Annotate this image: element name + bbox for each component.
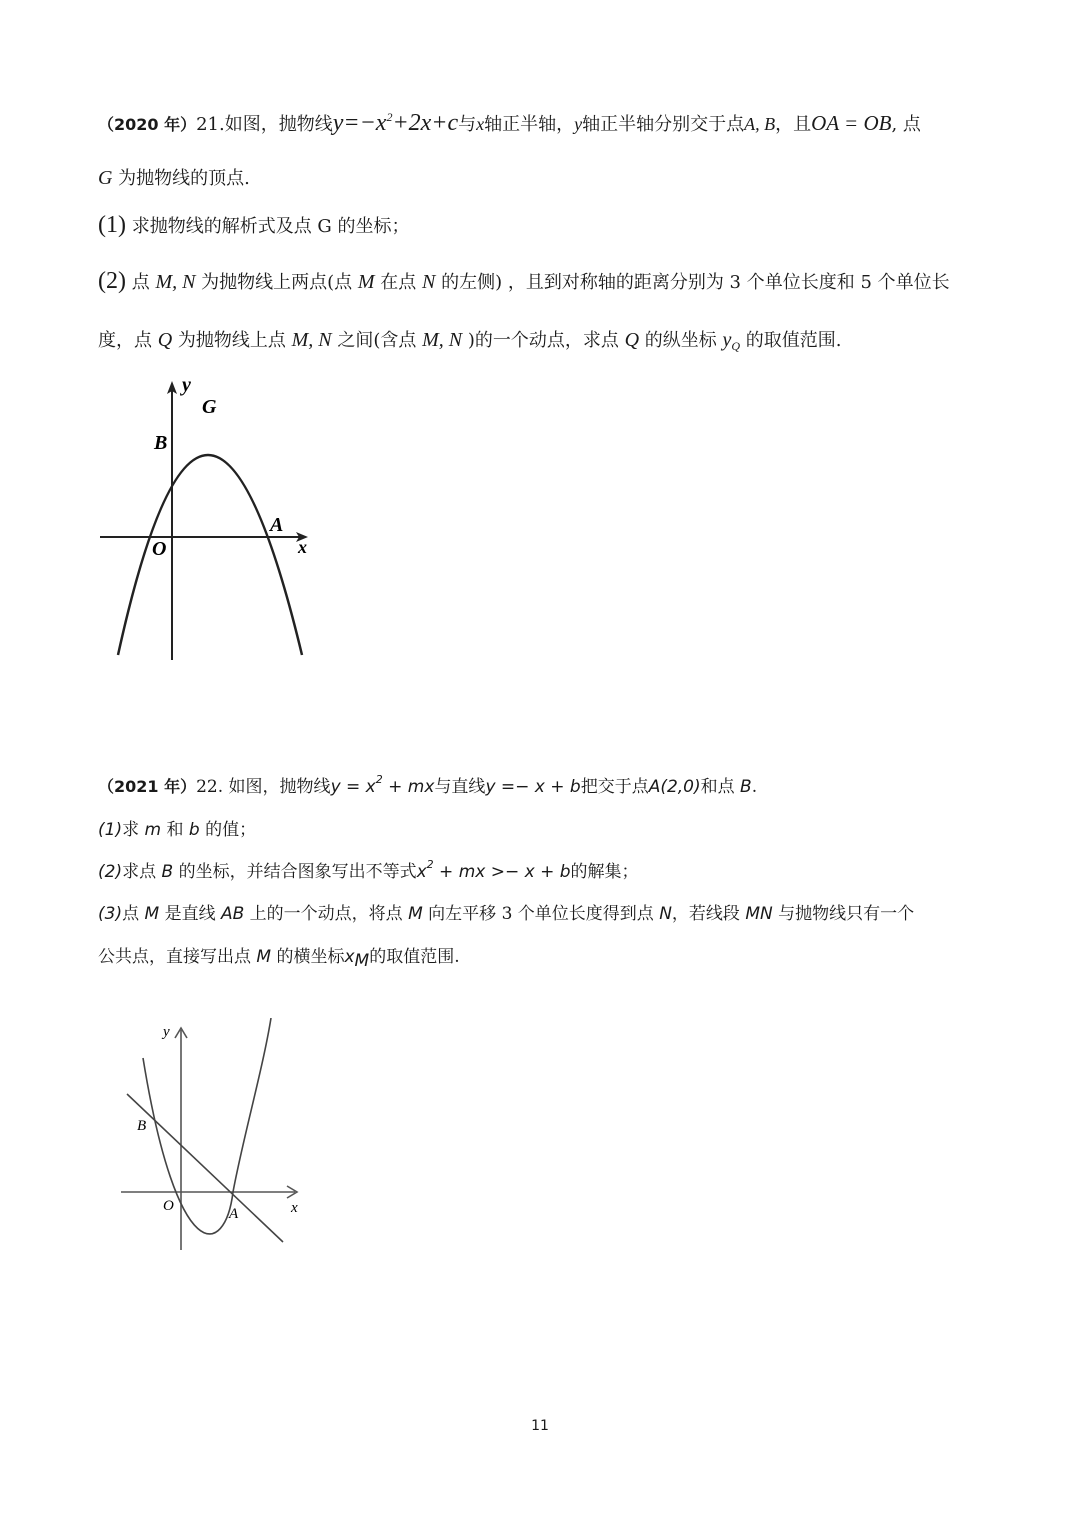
text: ，且 (775, 114, 812, 135)
label-x: x (298, 537, 307, 557)
text: 的坐标，并结合图象写出不等式 (173, 862, 417, 882)
points-mn: M, N (155, 271, 196, 293)
eq-sup: 2 (426, 858, 434, 871)
text: 的横坐标 (271, 947, 345, 967)
text: 为抛物线上两点(点 (195, 272, 358, 293)
sub-m: M (354, 951, 370, 971)
label-y: y (163, 1024, 170, 1040)
text: 22. 如图，抛物线 (196, 777, 331, 797)
label-b: B (154, 432, 168, 454)
eq-sup: 2 (386, 110, 393, 124)
text: . (751, 777, 758, 797)
point-m: M (144, 904, 160, 924)
problem-2021-part-2 (98, 857, 639, 882)
text: 在点 (374, 272, 423, 293)
inequality (416, 858, 571, 882)
text: 是直线 (159, 904, 221, 924)
text: 的解集； (570, 862, 639, 882)
text: 把交于点 (580, 777, 649, 797)
parabola-equation (330, 773, 435, 797)
segment-mn: MN (745, 904, 773, 924)
text: 与抛物线只有一个 (772, 904, 915, 924)
point-m: M (408, 904, 423, 924)
text: 公共点，直接写出点 (98, 947, 257, 967)
point-m: M (357, 271, 375, 293)
text: 上的一个动点，将点 (244, 904, 409, 924)
text: 向左平移 3 个单位长度得到点 (422, 904, 660, 924)
point-q: Q (157, 329, 173, 351)
part-number: (3) (98, 904, 123, 924)
point-n: N (659, 904, 672, 924)
text: , 点 (891, 114, 921, 135)
text: 轴正半轴分别交于点 (582, 114, 745, 135)
part-number: (1) (98, 212, 126, 238)
problem-2020-line-2 (98, 164, 250, 190)
var-b: b (188, 820, 200, 840)
parabola-curve (118, 455, 302, 655)
text: 和 (161, 820, 189, 840)
line-ab: AB (220, 904, 245, 924)
var-x: x (344, 947, 355, 967)
point-n: N (422, 271, 436, 293)
text: 的取值范围. (740, 330, 842, 351)
oa-ob-equation: OA = OB (811, 111, 892, 135)
problem-2020-line-1 (98, 110, 921, 137)
var-x: x (476, 114, 485, 134)
problem-2021-line-1 (98, 772, 757, 797)
parabola-line-figure-2021 (115, 1018, 315, 1258)
eq-b: + mx >− x + b (433, 862, 571, 882)
points-mn: M, N (291, 329, 332, 351)
sub-q: Q (731, 339, 741, 353)
text: 求点 (122, 862, 162, 882)
label-x: x (291, 1200, 298, 1216)
eq-sup: 2 (375, 773, 383, 786)
label-o: O (152, 538, 167, 560)
points-ab: A, B (744, 114, 776, 134)
text: 度，点 (98, 330, 158, 351)
line-ab (127, 1094, 283, 1242)
point-b: B (161, 862, 174, 882)
problem-2020-part-2-line-1 (98, 268, 950, 295)
text: 求 (122, 820, 145, 840)
point-b: B (740, 777, 752, 797)
eq-a: x (416, 862, 427, 882)
eq-a: y = x (330, 777, 376, 797)
label-o: O (163, 1198, 174, 1214)
point-m: M (256, 947, 272, 967)
var-m: m (144, 820, 162, 840)
text: 与 (458, 114, 477, 135)
eq-a: =−x (343, 110, 387, 136)
text: 的取值范围. (369, 947, 460, 967)
text: 之间(含点 (331, 330, 423, 351)
problem-2021-part-1 (98, 815, 256, 840)
text: 的左侧) ，且到对称轴的距离分别为 3 个单位长度和 5 个单位长 (435, 272, 950, 293)
text: 点 (122, 904, 145, 924)
eq-b: +2x+c (392, 110, 459, 136)
part-number: (2) (98, 268, 126, 294)
page-number: 11 (531, 1418, 549, 1434)
problem-number: 21. (196, 114, 225, 135)
text: )的一个动点，求点 (462, 330, 625, 351)
text: 的值； (199, 820, 257, 840)
text: 如图，抛物线 (224, 114, 333, 135)
part-number: (2) (98, 862, 123, 882)
label-b: B (137, 1118, 147, 1134)
points-mn: M, N (422, 329, 463, 351)
line-equation: y =− x + b (485, 777, 581, 797)
problem-2021-part-3-line-2 (98, 942, 460, 971)
var-y: y (574, 114, 583, 134)
label-y: y (182, 375, 191, 396)
part-number: (1) (98, 820, 123, 840)
point-q: Q (624, 329, 640, 351)
var-y: y (722, 329, 732, 351)
label-a: A (229, 1206, 239, 1222)
eq-b: + mx (382, 777, 435, 797)
label-g: G (202, 396, 217, 418)
text: 为抛物线上点 (172, 330, 292, 351)
text: ，若线段 (671, 904, 746, 924)
text: 与直线 (434, 777, 486, 797)
text: 求抛物线的解析式及点 G 的坐标； (125, 216, 410, 237)
eq-y: y (332, 110, 344, 136)
text: 和点 (700, 777, 741, 797)
text: 为抛物线的顶点. (112, 168, 250, 189)
text: 的纵坐标 (639, 330, 723, 351)
parabola-equation (333, 110, 458, 136)
year-tag-2021: （2021 年） (98, 777, 197, 796)
text: 点 (125, 272, 156, 293)
label-a: A (270, 514, 284, 536)
parabola-figure-2020 (96, 375, 326, 670)
problem-2020-part-2-line-2 (98, 326, 842, 352)
problem-2020-part-1 (98, 212, 410, 239)
point-a: A(2,0) (648, 777, 701, 797)
point-g: G (98, 167, 113, 189)
year-tag-2020: （2020 年） (98, 115, 197, 134)
problem-2021-part-3-line-1 (98, 899, 914, 924)
text: 轴正半轴， (484, 114, 575, 135)
